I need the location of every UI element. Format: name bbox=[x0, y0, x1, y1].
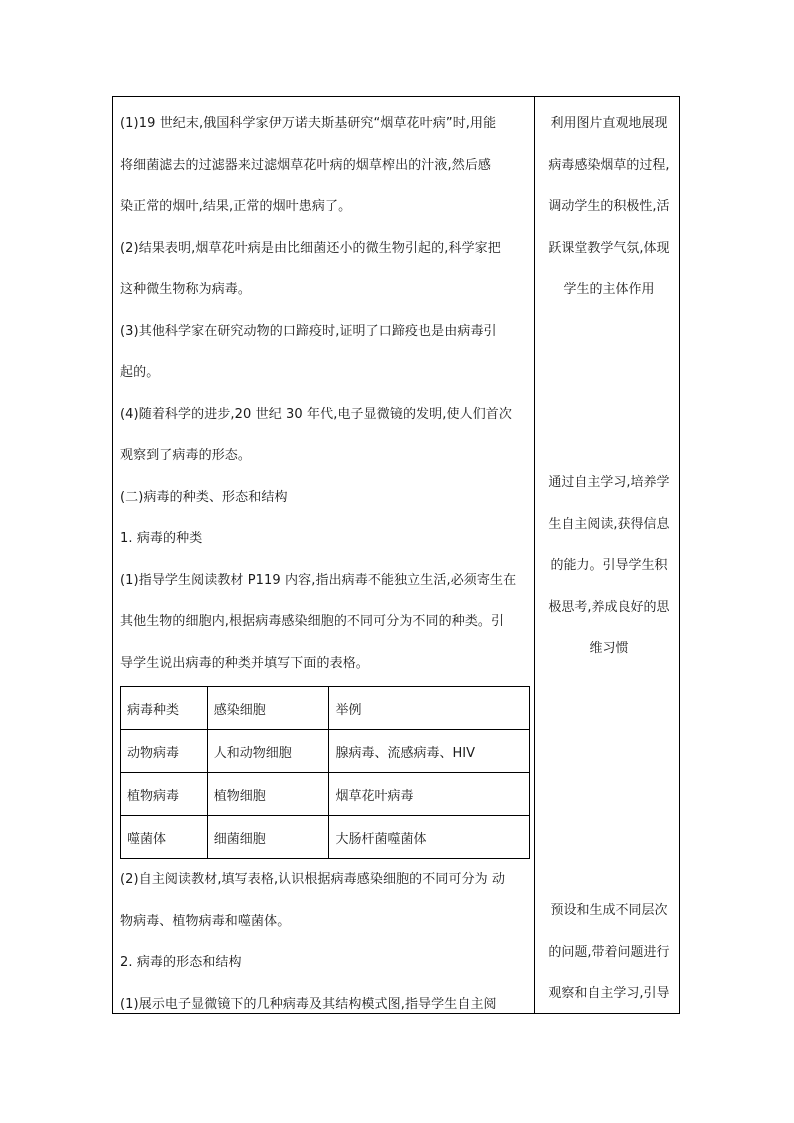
table-cell: 人和动物细胞 bbox=[207, 730, 329, 773]
table-cell: 动物病毒 bbox=[121, 730, 208, 773]
paragraph-line: 起的。 bbox=[120, 365, 160, 380]
table-header-cell: 感染细胞 bbox=[207, 687, 329, 730]
design-intent-note-1 bbox=[542, 103, 676, 311]
teaching-content-column bbox=[120, 103, 532, 1025]
note-line: 维习惯 bbox=[589, 641, 629, 656]
note-line: 学生的主体作用 bbox=[563, 282, 655, 297]
note-line: 预设和生成不同层次 bbox=[550, 903, 668, 918]
table-cell: 烟草花叶病毒 bbox=[329, 773, 530, 816]
note-line: 极思考,养成良好的思 bbox=[548, 599, 670, 615]
table-header-cell: 病毒种类 bbox=[121, 687, 208, 730]
table-cell: 细菌细胞 bbox=[207, 816, 329, 859]
paragraph-line: (1)指导学生阅读教材 P119 内容,指出病毒不能独立生活,必须寄生在 bbox=[120, 572, 517, 588]
paragraph-line: 染正常的烟叶,结果,正常的烟叶患病了。 bbox=[120, 199, 352, 214]
note-line: 的能力。引导学生积 bbox=[550, 558, 668, 573]
table-cell: 腺病毒、流感病毒、HIV bbox=[329, 730, 530, 773]
paragraph-line: (4)随着科学的进步,20 世纪 30 年代,电子显微镜的发明,使人们首次 bbox=[120, 406, 512, 422]
column-divider bbox=[534, 96, 535, 1014]
table-header-cell: 举例 bbox=[329, 687, 530, 730]
note-line: 生自主阅读,获得信息 bbox=[548, 516, 670, 532]
table-cell: 噬菌体 bbox=[121, 816, 208, 859]
table-cell: 大肠杆菌噬菌体 bbox=[329, 816, 530, 859]
paragraph-line: 其他生物的细胞内,根据病毒感染细胞的不同可分为不同的种类。引 bbox=[120, 614, 505, 629]
section-heading: (二)病毒的种类、形态和结构 bbox=[120, 489, 288, 505]
paragraph-line: (2)结果表明,烟草花叶病是由比细菌还小的微生物引起的,科学家把 bbox=[120, 240, 501, 256]
table-row bbox=[121, 773, 530, 816]
paragraph-line: 将细菌滤去的过滤器来过滤烟草花叶病的烟草榨出的汁液,然后感 bbox=[120, 157, 492, 173]
paragraph-line: (2)自主阅读教材,填写表格,认识根据病毒感染细胞的不同可分为 动 bbox=[120, 872, 506, 887]
paragraph-line: (1)19 世纪末,俄国科学家伊万诺夫斯基研究“烟草花叶病”时,用能 bbox=[120, 116, 497, 131]
design-intent-note-3 bbox=[542, 890, 676, 1015]
note-line: 跃课堂教学气氛,体现 bbox=[548, 240, 670, 256]
table-row bbox=[121, 816, 530, 859]
subsection-heading: 2. 病毒的形态和结构 bbox=[120, 955, 242, 970]
paragraph-line: (3)其他科学家在研究动物的口蹄疫时,证明了口蹄疫也是由病毒引 bbox=[120, 323, 497, 339]
note-line: 利用图片直观地展现 bbox=[550, 116, 668, 131]
note-line: 观察和自主学习,引导 bbox=[548, 986, 670, 1001]
paragraph-line: 观察到了病毒的形态。 bbox=[120, 448, 252, 463]
paragraph-line: 这种微生物称为病毒。 bbox=[120, 282, 252, 297]
paragraph-line: 物病毒、植物病毒和噬菌体。 bbox=[120, 913, 291, 929]
note-line: 病毒感染烟草的过程, bbox=[548, 157, 670, 173]
table-cell: 植物细胞 bbox=[207, 773, 329, 816]
note-line: 通过自主学习,培养学 bbox=[548, 475, 670, 490]
table-header-row bbox=[121, 687, 530, 730]
note-line: 的问题,带着问题进行 bbox=[548, 944, 670, 960]
subsection-heading: 1. 病毒的种类 bbox=[120, 531, 203, 546]
paragraph-line: (1)展示电子显微镜下的几种病毒及其结构模式图,指导学生自主阅 bbox=[120, 996, 497, 1012]
note-line: 调动学生的积极性,活 bbox=[548, 199, 670, 214]
virus-type-table bbox=[120, 686, 530, 859]
table-cell: 植物病毒 bbox=[121, 773, 208, 816]
paragraph-line: 导学生说出病毒的种类并填写下面的表格。 bbox=[120, 655, 369, 671]
design-intent-note-2 bbox=[542, 462, 676, 670]
table-row bbox=[121, 730, 530, 773]
